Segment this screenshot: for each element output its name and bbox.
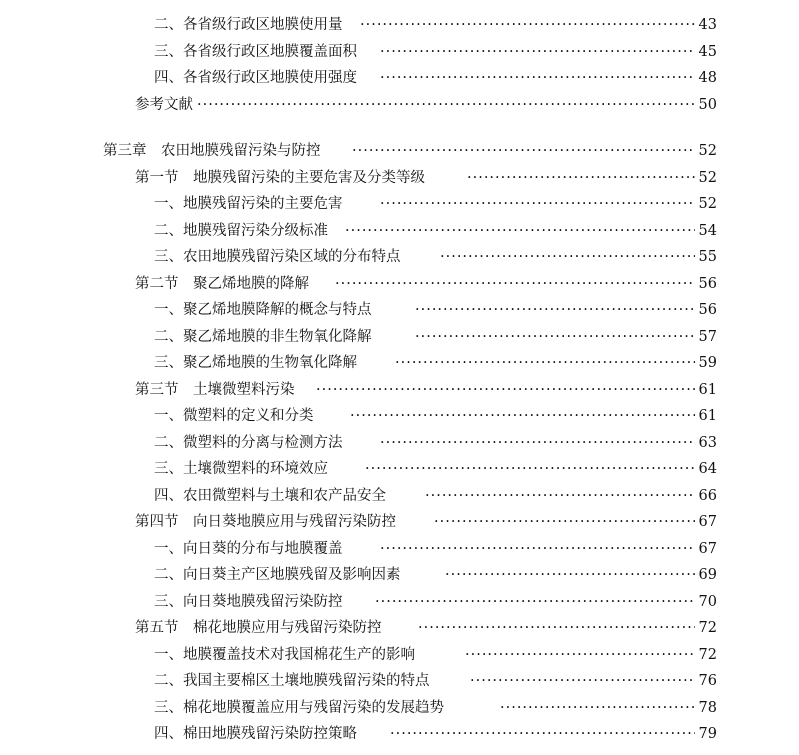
toc-page-number: 56 (698, 275, 717, 292)
toc-entry-title: 二、地膜残留污染分级标准 (154, 218, 336, 245)
toc-entry-title: 三、土壤微塑料的环境效应 (154, 456, 336, 483)
toc-entry[interactable] (0, 695, 799, 722)
toc-leader-dots (197, 92, 695, 119)
toc-page-number: 52 (698, 196, 717, 212)
toc-leader-dots (380, 39, 695, 66)
toc-page-number: 45 (698, 43, 717, 60)
toc-page-number: 67 (698, 514, 717, 530)
toc-entry[interactable] (0, 483, 799, 510)
toc-entry-title: 第三节 土壤微塑料污染 (135, 377, 295, 404)
toc-page-number: 78 (698, 699, 717, 716)
toc-entry[interactable] (0, 297, 799, 324)
toc-entry-title: 参考文献 (135, 92, 193, 119)
toc-leader-dots (380, 65, 695, 92)
toc-entry-title: 二、微塑料的分离与检测方法 (154, 430, 351, 457)
table-of-contents (0, 12, 799, 748)
toc-entry[interactable] (0, 12, 799, 39)
toc-entry-title: 一、聚乙烯地膜降解的概念与特点 (154, 297, 380, 324)
toc-page-number: 48 (698, 70, 717, 86)
toc-entry[interactable] (0, 536, 799, 563)
toc-entry[interactable] (0, 615, 799, 642)
toc-entry[interactable] (0, 65, 799, 92)
toc-leader-dots (500, 695, 695, 722)
toc-entry[interactable] (0, 92, 799, 119)
toc-entry-title: 四、农田微塑料与土壤和农产品安全 (154, 483, 394, 510)
toc-entry[interactable] (0, 377, 799, 404)
toc-page-number: 54 (698, 222, 717, 239)
toc-page-number: 55 (698, 249, 717, 265)
toc-entry-title: 二、我国主要棉区土壤地膜残留污染的特点 (154, 668, 438, 695)
toc-entry[interactable] (0, 721, 799, 748)
toc-entry-title: 三、各省级行政区地膜覆盖面积 (154, 39, 365, 66)
toc-entry[interactable] (0, 244, 799, 271)
toc-page-number: 43 (698, 17, 717, 33)
toc-leader-dots (467, 165, 695, 192)
toc-entry-title: 一、微塑料的定义和分类 (154, 403, 322, 430)
toc-page-number: 52 (698, 169, 717, 186)
toc-entry-title: 一、地膜残留污染的主要危害 (154, 191, 351, 218)
toc-page-number: 52 (698, 143, 717, 159)
toc-page-number: 72 (698, 620, 717, 636)
toc-leader-dots (395, 350, 695, 377)
toc-leader-dots (418, 615, 695, 642)
toc-page-number: 64 (698, 461, 717, 477)
toc-leader-dots (375, 589, 695, 616)
toc-page-number: 76 (698, 673, 717, 689)
toc-entry[interactable] (0, 589, 799, 616)
toc-entry-title: 第三章 农田地膜残留污染与防控 (103, 138, 321, 165)
toc-entry[interactable] (0, 39, 799, 66)
toc-leader-dots (380, 191, 695, 218)
toc-entry-title: 第四节 向日葵地膜应用与残留污染防控 (135, 509, 396, 536)
toc-entry-title: 三、向日葵地膜残留污染防控 (154, 589, 351, 616)
toc-entry-title: 二、聚乙烯地膜的非生物氧化降解 (154, 324, 380, 351)
toc-leader-dots (390, 721, 695, 748)
toc-entry-title: 三、棉花地膜覆盖应用与残留污染的发展趋势 (154, 695, 452, 722)
toc-entry[interactable] (0, 642, 799, 669)
toc-leader-dots (335, 271, 695, 298)
toc-leader-dots (445, 562, 695, 589)
toc-entry[interactable] (0, 191, 799, 218)
toc-page-number: 79 (698, 726, 717, 742)
toc-leader-dots (440, 244, 695, 271)
toc-leader-dots (465, 642, 695, 669)
toc-entry-title: 四、棉田地膜残留污染防控策略 (154, 721, 365, 748)
toc-entry[interactable] (0, 271, 799, 298)
toc-page-number: 70 (698, 593, 717, 610)
toc-entry[interactable] (0, 350, 799, 377)
toc-leader-dots (350, 403, 695, 430)
toc-entry[interactable] (0, 456, 799, 483)
toc-entry-title: 三、聚乙烯地膜的生物氧化降解 (154, 350, 365, 377)
toc-entry-title: 二、各省级行政区地膜使用量 (154, 12, 351, 39)
toc-page-number: 59 (698, 355, 717, 371)
toc-page-number: 63 (698, 434, 717, 451)
toc-leader-dots (360, 12, 695, 39)
toc-page-number: 61 (698, 408, 717, 424)
toc-entry-title: 第一节 地膜残留污染的主要危害及分类等级 (135, 165, 425, 192)
toc-entry[interactable] (0, 324, 799, 351)
toc-leader-dots (415, 324, 695, 351)
toc-page-number: 66 (698, 487, 717, 504)
toc-page-number: 72 (698, 646, 717, 663)
toc-entry-title: 二、向日葵主产区地膜残留及影响因素 (154, 562, 409, 589)
toc-page-number: 50 (698, 96, 717, 113)
toc-entry[interactable] (0, 562, 799, 589)
toc-leader-dots (415, 297, 695, 324)
toc-page-number: 56 (698, 302, 717, 318)
toc-leader-dots (352, 138, 695, 165)
toc-entry-title: 四、各省级行政区地膜使用强度 (154, 65, 365, 92)
toc-entry[interactable] (0, 668, 799, 695)
toc-entry[interactable] (0, 509, 799, 536)
toc-entry[interactable] (0, 138, 799, 165)
toc-entry[interactable] (0, 218, 799, 245)
toc-page-number: 69 (698, 567, 717, 583)
toc-leader-dots (365, 456, 695, 483)
toc-page-number: 67 (698, 540, 717, 557)
toc-entry-title: 一、地膜覆盖技术对我国棉花生产的影响 (154, 642, 423, 669)
toc-entry[interactable] (0, 165, 799, 192)
toc-entry-title: 第五节 棉花地膜应用与残留污染防控 (135, 615, 382, 642)
toc-entry-title: 第二节 聚乙烯地膜的降解 (135, 271, 309, 298)
toc-leader-dots (316, 377, 695, 404)
toc-leader-dots (380, 430, 695, 457)
toc-entry-title: 三、农田地膜残留污染区域的分布特点 (154, 244, 409, 271)
toc-entry-title: 一、向日葵的分布与地膜覆盖 (154, 536, 351, 563)
toc-leader-dots (470, 668, 695, 695)
toc-leader-dots (425, 483, 695, 510)
toc-leader-dots (345, 218, 695, 245)
toc-leader-dots (434, 509, 695, 536)
toc-page-number: 57 (698, 328, 717, 345)
toc-page-number: 61 (698, 381, 717, 398)
toc-entry[interactable] (0, 430, 799, 457)
toc-entry[interactable] (0, 403, 799, 430)
toc-leader-dots (380, 536, 695, 563)
